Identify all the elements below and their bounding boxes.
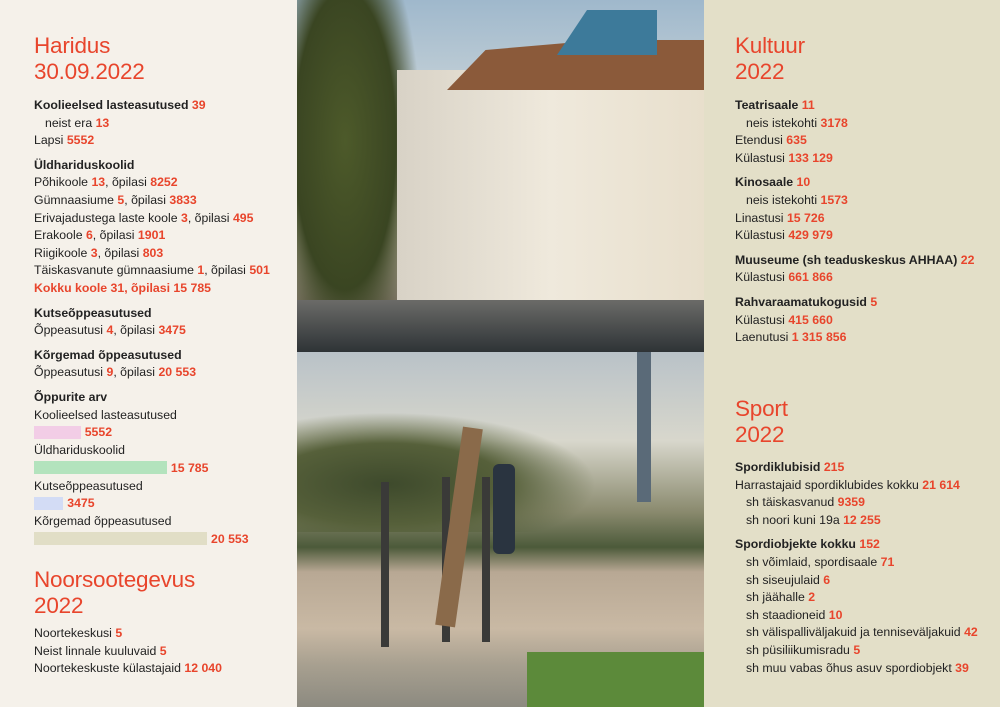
stat-value: 3475	[158, 323, 186, 338]
stat-label: , õpilasi	[92, 228, 138, 243]
stat-value: 3833	[169, 192, 197, 207]
stat-section	[34, 305, 294, 340]
stat-value: 3	[90, 245, 98, 260]
stat-label: Riigikoole	[34, 245, 91, 260]
stat-label: , õpilasi	[204, 263, 250, 278]
stat-value: 10	[828, 607, 843, 622]
bar-3	[34, 532, 207, 545]
stat-label: Noortekeskusi	[34, 626, 116, 640]
education-panel	[0, 0, 297, 707]
street-photo	[297, 0, 704, 352]
stat-line	[34, 660, 222, 678]
stat-value: 635	[786, 133, 807, 148]
stat-value: 5	[159, 643, 167, 658]
stat-line	[735, 174, 974, 192]
stat-value: 4	[106, 323, 114, 338]
education-heading: Haridus	[34, 33, 111, 58]
stat-line	[34, 280, 294, 298]
stat-line	[735, 536, 978, 554]
stat-value: 20 553	[158, 365, 197, 380]
stat-label: Neist linnale kuuluvaid	[34, 643, 160, 658]
stat-label: Linastusi	[735, 210, 787, 225]
stat-value: 1901	[137, 228, 166, 243]
stat-line	[34, 364, 294, 382]
stat-label: Kõrgemad õppeasutused	[34, 347, 182, 362]
stat-line	[735, 494, 978, 512]
bar-value: 15 785	[170, 460, 209, 475]
stat-line	[735, 660, 978, 678]
students-chart-title: Õppurite arv	[34, 390, 108, 404]
bar-0	[34, 426, 81, 439]
stat-section	[735, 252, 974, 287]
stat-line	[735, 294, 974, 312]
stat-label: Spordiobjekte kokku	[735, 537, 860, 552]
stat-value: 5	[115, 626, 123, 640]
stat-line	[34, 210, 294, 228]
stat-label: , õpilasi	[187, 210, 233, 225]
stat-label: Harrastajaid spordiklubides kokku	[735, 477, 923, 492]
bar-row	[34, 460, 294, 476]
sport-stats	[735, 459, 978, 684]
stat-value: 13	[91, 175, 106, 190]
stat-label: Muuseume (sh teaduskeskus AHHAA)	[735, 252, 961, 267]
bar-value: 5552	[84, 425, 113, 440]
stat-line	[34, 322, 294, 340]
stat-line	[735, 329, 974, 347]
stat-value: 9	[106, 365, 114, 380]
stat-label: Laenutusi	[735, 330, 792, 345]
stat-section	[34, 97, 294, 150]
stat-line	[735, 477, 978, 495]
stat-line	[34, 97, 294, 115]
youth-year: 2022	[34, 593, 84, 618]
stat-value: 661 866	[788, 270, 833, 285]
stat-value: 803	[142, 245, 164, 260]
stat-line	[735, 150, 974, 168]
stat-label: Üldhariduskoolid	[34, 157, 135, 172]
stat-label: sh täiskasvanud	[746, 495, 838, 510]
culture-sport-panel	[704, 0, 1000, 707]
stat-label: Lapsi	[34, 133, 67, 148]
stat-value: 22	[960, 252, 975, 267]
stat-line	[735, 554, 978, 572]
photo-column	[297, 0, 704, 707]
stat-line	[735, 312, 974, 330]
bar-2	[34, 497, 63, 510]
stat-label: Õppeasutusi	[34, 323, 107, 338]
stat-value: 21 614	[922, 477, 960, 492]
stat-section	[735, 536, 978, 677]
stat-value: 5552	[66, 133, 95, 148]
stat-line	[735, 459, 978, 477]
stat-value: 39	[955, 660, 969, 675]
education-stats	[34, 97, 294, 389]
stat-line	[735, 227, 974, 245]
stat-label: Külastusi	[735, 228, 789, 243]
stat-label: , õpilasi	[113, 323, 159, 338]
bar-1	[34, 461, 167, 474]
stat-value: 215	[823, 460, 845, 474]
stat-line	[735, 115, 974, 133]
stat-value: 6	[823, 572, 831, 587]
bar-row	[34, 424, 294, 440]
stat-value: 1	[197, 263, 205, 278]
stat-value: 42	[964, 625, 978, 640]
stat-label: Rahvaraamatukogusid	[735, 294, 871, 309]
stat-label: Erivajadustega laste koole	[34, 210, 181, 225]
stat-value: 6	[85, 228, 93, 243]
stat-section	[735, 97, 974, 167]
stat-value: 415 660	[788, 312, 833, 327]
stat-value: 133 129	[788, 150, 833, 165]
stat-value: 5	[117, 192, 125, 207]
stat-line	[34, 245, 294, 263]
stat-line	[735, 642, 978, 660]
students-chart	[34, 389, 294, 549]
stat-line	[735, 512, 978, 530]
culture-year: 2022	[735, 59, 785, 84]
education-title	[34, 33, 145, 85]
stat-value: 12 255	[843, 512, 881, 527]
stat-line	[735, 132, 974, 150]
stat-label: sh võimlaid, spordisaale	[746, 554, 881, 569]
stat-value: 9359	[837, 495, 865, 510]
park-photo	[297, 352, 704, 707]
stat-value: 5	[853, 642, 861, 657]
stat-label: sh püsiliikumisradu	[746, 642, 854, 657]
stat-label: Koolieelsed lasteasutused	[34, 98, 192, 112]
stat-label: Etendusi	[735, 133, 787, 148]
stat-label: Teatrisaale	[735, 98, 802, 112]
stat-line	[735, 624, 978, 642]
bar-row	[34, 495, 294, 511]
youth-stats	[34, 625, 222, 685]
stat-label: , õpilasi	[105, 175, 151, 190]
stat-label: Täiskasvanute gümnaasiume	[34, 263, 198, 278]
stat-line	[34, 157, 294, 175]
stat-label: sh muu vabas õhus asuv spordiobjekt	[746, 660, 956, 675]
stat-value: 8252	[150, 175, 178, 190]
stat-label: Erakoole	[34, 228, 86, 243]
stat-value: 2	[808, 590, 816, 605]
stat-line	[34, 132, 294, 150]
stat-section	[34, 625, 222, 678]
stat-value: 3178	[820, 115, 848, 130]
stat-line	[735, 589, 978, 607]
stat-section	[735, 459, 978, 529]
stat-line	[34, 174, 294, 192]
stat-line	[34, 305, 294, 323]
stat-label: sh siseujulaid	[746, 572, 824, 587]
sport-year: 2022	[735, 422, 785, 447]
stat-section	[34, 347, 294, 382]
stat-line	[34, 227, 294, 245]
bar-label: Koolieelsed lasteasutused	[34, 407, 177, 422]
stat-label: sh jäähalle	[746, 590, 809, 605]
stat-line	[735, 607, 978, 625]
stat-label: , õpilasi	[113, 365, 159, 380]
stat-value: 429 979	[788, 228, 833, 243]
stat-line	[735, 192, 974, 210]
stat-line	[34, 643, 222, 661]
stat-label: sh staadioneid	[746, 607, 829, 622]
culture-stats	[735, 97, 974, 354]
stat-label: neist era	[45, 115, 96, 130]
stat-label: Külastusi	[735, 270, 789, 285]
stat-value: 501	[249, 263, 270, 278]
youth-title	[34, 567, 195, 619]
bar-label: Üldhariduskoolid	[34, 443, 125, 458]
stat-value: 71	[880, 554, 895, 569]
stat-section	[34, 157, 294, 298]
stat-line	[34, 262, 294, 280]
stat-line	[34, 192, 294, 210]
stat-line	[735, 269, 974, 287]
stat-label: Kokku koole 31, õpilasi 15 785	[34, 280, 212, 295]
stat-value: 1573	[820, 192, 848, 207]
stat-label: Kutseõppeasutused	[34, 305, 152, 320]
bar-value: 3475	[67, 496, 95, 511]
bar-row	[34, 531, 294, 547]
stat-label: Kinosaale	[735, 175, 797, 190]
stat-label: Noortekeskuste külastajaid	[34, 661, 185, 676]
culture-heading: Kultuur	[735, 33, 805, 58]
stat-line	[735, 252, 974, 270]
stat-line	[735, 210, 974, 228]
education-date: 30.09.2022	[34, 59, 145, 84]
stat-line	[735, 97, 974, 115]
stat-label: Gümnaasiume	[34, 192, 118, 207]
stat-label: Külastusi	[735, 312, 789, 327]
stat-value: 39	[191, 98, 206, 112]
bar-label: Kutseõppeasutused	[34, 478, 143, 493]
stat-value: 12 040	[184, 661, 222, 676]
stat-line	[34, 625, 222, 643]
stat-value: 1 315 856	[791, 330, 847, 345]
stat-value: 13	[95, 115, 110, 130]
stat-label: Külastusi	[735, 150, 789, 165]
stat-label: neis istekohti	[746, 115, 821, 130]
stat-line	[34, 347, 294, 365]
stat-label: , õpilasi	[124, 192, 170, 207]
stat-label: , õpilasi	[97, 245, 143, 260]
stat-label: Spordiklubisid	[735, 460, 824, 474]
youth-heading: Noorsootegevus	[34, 567, 196, 592]
bar-value: 20 553	[211, 531, 249, 546]
sport-heading: Sport	[735, 396, 788, 421]
stat-value: 11	[801, 98, 815, 112]
stat-label: neis istekohti	[746, 192, 821, 207]
stat-section	[735, 294, 974, 347]
stat-value: 5	[870, 294, 878, 309]
bar-label: Kõrgemad õppeasutused	[34, 514, 172, 529]
stat-value: 152	[859, 537, 880, 552]
culture-title	[735, 33, 805, 85]
stat-label: Põhikoole	[34, 175, 92, 190]
stat-section	[735, 174, 974, 244]
stat-label: sh välispalliväljakuid ja tenniseväljakuid	[746, 625, 965, 640]
stat-value: 10	[796, 175, 811, 190]
stat-label: Õppeasutusi	[34, 365, 107, 380]
stat-value: 15 726	[786, 210, 825, 225]
stat-value: 495	[232, 210, 254, 225]
stat-line	[34, 115, 294, 133]
sport-title	[735, 396, 788, 448]
stat-line	[735, 572, 978, 590]
stat-label: sh noori kuni 19a	[746, 512, 844, 527]
stat-value: 3	[180, 210, 188, 225]
